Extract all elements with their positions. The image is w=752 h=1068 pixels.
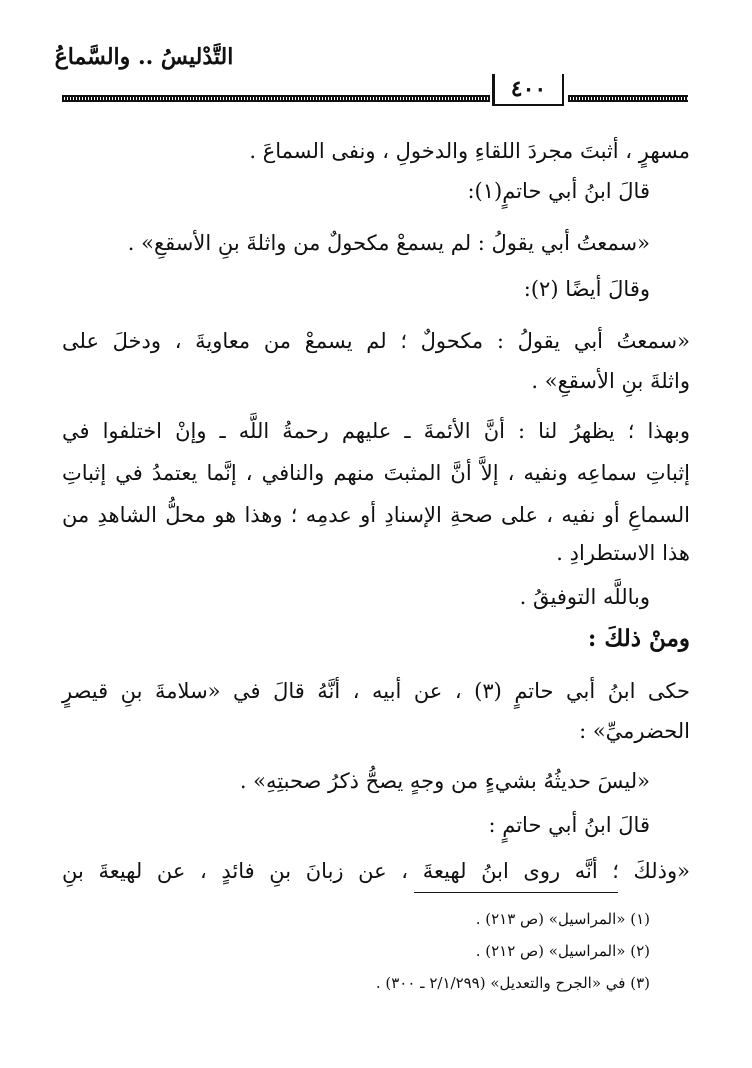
header-rule-right (62, 95, 490, 102)
page-number: ٤٠٠ (492, 74, 564, 106)
body-line-13: حكى ابنُ أبي حاتمٍ (٣) ، عن أبيه ، أنَّهُ قالَ في «سلامةَ بنِ قيصرٍ (62, 679, 691, 703)
body-line-6: واثلةَ بنِ الأسقعِ» . (531, 369, 690, 393)
body-line-10: هذا الاستطرادِ . (556, 541, 690, 565)
footnote-2: (٢) «المراسيل» (ص ٢١٢) . (475, 942, 650, 960)
body-line-9: السماعِ أو نفيه ، على صحةِ الإسنادِ أو عدمِه ؛ وهذا هو محلُّ الشاهدِ من (62, 503, 690, 527)
footnote-3: (٣) في «الجرح والتعديل» (٢/١/٢٩٩ ـ ٣٠٠) . (375, 974, 650, 992)
body-line-2: قالَ ابنُ أبي حاتمٍ(١): (467, 179, 650, 203)
body-line-16: قالَ ابنُ أبي حاتمٍ : (488, 813, 650, 837)
body-line-7: وبهذا ؛ يظهرُ لنا : أنَّ الأئمةَ ـ عليهم رحمةُ اللَّه ـ وإنْ اختلفوا في (62, 419, 690, 443)
body-line-15: «ليسَ حديثُهُ بشيءٍ من وجهٍ يصحُّ ذكرُ صحبتِهِ» . (239, 769, 650, 793)
footnote-separator (414, 892, 618, 893)
body-line-8: إثباتِ سماعِه ونفيه ، إلاَّ أنَّ المثبتَ منهم والنافي ، إنَّما يعتمدُ في إثباتِ (62, 461, 690, 485)
header-rule-left (568, 95, 688, 102)
running-header-title: التَّدْليسُ .. والسَّماعُ (54, 44, 234, 70)
body-line-14: الحضرميِّ» : (579, 719, 690, 743)
body-line-4: وقالَ أيضًا (٢): (523, 277, 650, 301)
footnote-1: (١) «المراسيل» (ص ٢١٣) . (475, 910, 650, 928)
body-line-3: «سمعتُ أبي يقولُ : لم يسمعْ مكحولٌ من واثلةَ بنِ الأسقعِ» . (127, 231, 650, 255)
body-line-1: مسهرٍ ، أثبتَ مجردَ اللقاءِ والدخولِ ، ونفى السماعَ . (249, 139, 690, 163)
body-line-11: وباللَّه التوفيقُ . (519, 585, 650, 609)
body-line-5: «سمعتُ أبي يقولُ : مكحولٌ ؛ لم يسمعْ من معاويةَ ، ودخلَ على (62, 329, 690, 353)
body-line-17: «وذلكَ ؛ أنَّه روى ابنُ لهيعةَ ، عن زبانَ بنِ فائدٍ ، عن لهيعةَ بنِ (62, 859, 690, 883)
section-heading: ومنْ ذلكَ : (587, 625, 690, 652)
